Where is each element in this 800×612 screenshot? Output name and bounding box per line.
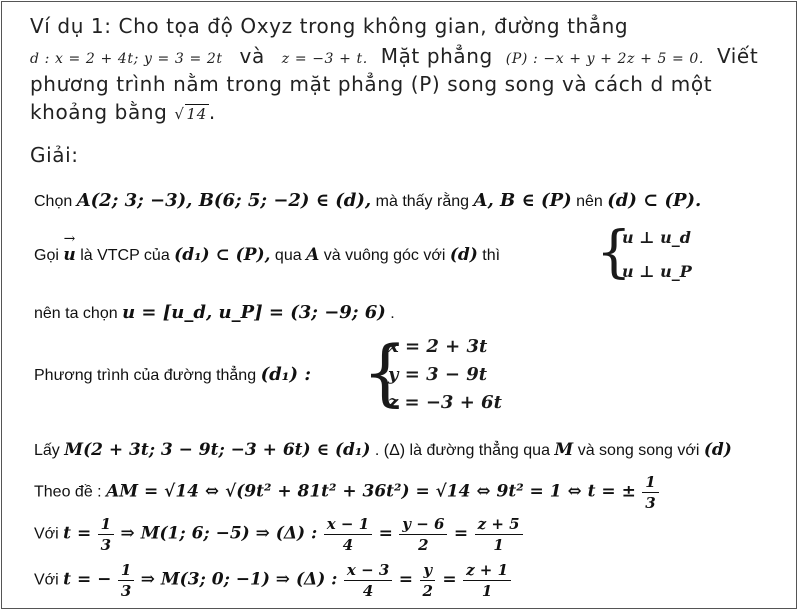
distance-text: khoảng bằng xyxy=(30,100,168,124)
line-d: (d) xyxy=(703,440,732,460)
line-d-equation: d : x = 2 + 4t; y = 3 = 2t xyxy=(30,51,223,67)
t-fraction: $\frac{1}{3}$ xyxy=(118,560,134,601)
through-text: qua xyxy=(274,247,302,264)
system-brace-2: { xyxy=(362,330,408,414)
problem-line-3: phương trình nằm trong mặt phẳng (P) song song và cách d một xyxy=(30,72,713,96)
point-M1: ⇒ M(1; 6; −5) ⇒ (Δ) : xyxy=(120,523,318,544)
t-equals: t = − xyxy=(63,569,112,590)
problem-line-1: Ví dụ 1: Cho tọa độ Oxyz trong không gian, đường thẳng xyxy=(30,14,629,38)
point-A: A xyxy=(306,245,320,265)
points-AB: A(2; 3; −3), B(6; 5; −2) ∈ (d), xyxy=(76,190,372,211)
point-M: M xyxy=(554,440,574,460)
t-equals: t = xyxy=(63,523,92,544)
system2-row-3: z = −3 + 6t xyxy=(388,392,502,413)
period: . xyxy=(390,305,395,322)
system-brace-1: { xyxy=(596,220,632,285)
period: . xyxy=(208,100,216,124)
point-M-param: M(2 + 3t; 3 − 9t; −3 + 6t) ∈ (d₁) xyxy=(64,440,371,460)
solution-line-2 xyxy=(34,245,500,265)
cross-product: u = [u_d, u_P] = (3; −9; 6) xyxy=(122,302,386,323)
parallel-text: và song song với xyxy=(577,442,700,459)
solution-line-1 xyxy=(34,190,701,211)
point-M2: ⇒ M(3; 0; −1) ⇒ (Δ) : xyxy=(140,569,338,590)
solution-label: Giải: xyxy=(30,143,79,167)
t-fraction: $\frac{1}{3}$ xyxy=(98,514,114,555)
given-text: Theo đề : xyxy=(34,483,102,501)
let-text: Gọi xyxy=(34,247,59,264)
solution-line-4 xyxy=(34,364,311,385)
with-text: Với xyxy=(34,571,59,589)
plane-equation: (P) : −x + y + 2z + 5 = 0. xyxy=(505,51,704,67)
solution-line-8: Với t = − $\frac{1}{3}$ ⇒ M(3; 0; −1) ⇒ (Δ) : $\frac{x - 3}{4}$ = $\frac{y}{2}$ = $\frac{z + 1}{1}$ xyxy=(34,560,513,601)
distance-equation: AM = √14 ⇔ √(9t² + 81t² + 36t²) = √14 ⇔ 9t² = 1 ⇔ t = ± xyxy=(106,481,636,502)
frac-z: $\frac{z + 5}{1}$ xyxy=(475,514,523,555)
vector-u: → u xyxy=(63,245,75,265)
frac-z: $\frac{z + 1}{1}$ xyxy=(463,560,511,601)
and-word: và xyxy=(239,44,265,68)
equation-text: Phương trình của đường thẳng xyxy=(34,367,257,384)
z-equation: z = −3 + t. xyxy=(281,51,368,67)
system1-row-1: u ⊥ u_d xyxy=(622,228,691,247)
frac-y: $\frac{y - 6}{2}$ xyxy=(399,514,447,555)
frac-y: $\frac{y}{2}$ xyxy=(419,560,435,601)
solution-line-6 xyxy=(34,472,661,513)
d-in-P: (d) ⊂ (P). xyxy=(607,190,702,211)
delta-text: . (Δ) là đường thẳng qua xyxy=(374,442,550,459)
solution-line-5 xyxy=(34,440,732,460)
one-third: $\frac{1}{3}$ xyxy=(642,472,658,513)
problem-line-4 xyxy=(30,100,216,124)
choose-vector-text: nên ta chọn xyxy=(34,305,118,322)
write-word: Viết xyxy=(716,44,759,68)
solution-line-7: Với t = $\frac{1}{3}$ ⇒ M(1; 6; −5) ⇒ (Δ) : $\frac{x - 1}{4}$ = $\frac{y - 6}{2}$ = $\frac{z + 5}{1}$ xyxy=(34,514,525,555)
system1-row-2: u ⊥ u_P xyxy=(622,262,692,281)
d1-in-P: (d₁) ⊂ (P), xyxy=(174,245,271,265)
problem-line-2 xyxy=(30,44,758,68)
plane-word: Mặt phẳng xyxy=(380,44,493,68)
d1-label: (d₁) : xyxy=(260,364,311,385)
take-text: Lấy xyxy=(34,442,60,459)
see-text: mà thấy rằng xyxy=(375,193,470,210)
vtcp-text: là VTCP của xyxy=(80,247,170,264)
then-text: thì xyxy=(482,247,501,264)
frac-x: $\frac{x - 3}{4}$ xyxy=(344,560,392,601)
AB-in-P: A, B ∈ (P) xyxy=(473,190,572,211)
sqrt-14: √ 14 xyxy=(174,105,207,123)
frac-x: $\frac{x - 1}{4}$ xyxy=(324,514,372,555)
solution-line-3 xyxy=(34,302,395,323)
with-text: Với xyxy=(34,525,59,543)
system2-row-2: y = 3 − 9t xyxy=(388,364,488,385)
system2-row-1: x = 2 + 3t xyxy=(388,336,488,357)
line-d: (d) xyxy=(449,245,478,265)
choose-text: Chọn xyxy=(34,193,73,210)
perpendicular-text: và vuông góc với xyxy=(323,247,446,264)
so-text: nên xyxy=(576,193,603,210)
